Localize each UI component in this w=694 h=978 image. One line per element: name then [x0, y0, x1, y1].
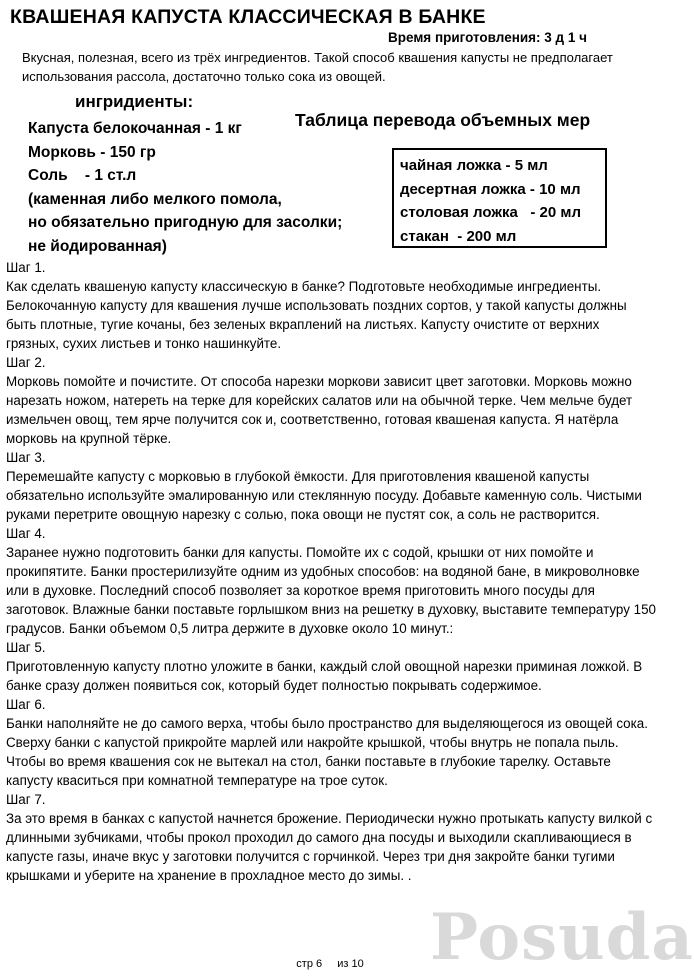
conversion-row: стакан - 200 мл	[400, 227, 517, 245]
ingredients-heading: ингридиенты:	[75, 92, 194, 111]
ingredients-list	[28, 117, 342, 258]
page-footer	[0, 958, 660, 970]
ingredient-line: Капуста белокочанная - 1 кг	[28, 120, 242, 137]
conversion-table	[392, 148, 607, 248]
step	[6, 790, 656, 885]
step-label: Шаг 6.	[6, 697, 46, 712]
page-total: из 10	[337, 958, 364, 970]
step	[6, 638, 656, 695]
intro-text: Вкусная, полезная, всего из трёх ингредиентов. Такой способ квашения капусты не предполагает использования рассола, достаточно только сока из овощей.	[22, 50, 613, 84]
step-label: Шаг 3.	[6, 450, 46, 465]
conversion-row: десертная ложка - 10 мл	[400, 180, 581, 198]
ingredient-line: Морковь - 150 гр	[28, 143, 156, 161]
ingredient-line: Соль - 1 ст.л	[28, 167, 137, 184]
step	[6, 524, 656, 638]
step	[6, 353, 656, 448]
conversion-row: чайная ложка - 5 мл	[400, 157, 548, 174]
watermark: Posuda	[430, 900, 694, 975]
ingredient-line: не йодированная)	[28, 237, 167, 255]
step	[6, 448, 656, 524]
step-text: Приготовленную капусту плотно уложите в банки, каждый слой овощной нарезки приминая ложкой. В банке сразу должен появиться сок, который будет полностью покрывать содержимое.	[6, 659, 643, 693]
page-number: стр 6	[296, 958, 323, 970]
page-title: КВАШЕНАЯ КАПУСТА КЛАССИЧЕСКАЯ В БАНКЕ	[10, 6, 486, 28]
step-text: Морковь помойте и почистите. От способа нарезки моркови зависит цвет заготовки. Морковь можно нарезать ножом, натереть на терке для корейских салатов или на обычной терке. Чем мельче будет измельчен овощ, тем ярче получится сок и, соответственно, готовая квашеная капуста. Я натёрла морковь на крупной тёрке.	[6, 374, 633, 446]
cook-time: Время приготовления: 3 д 1 ч	[388, 30, 587, 45]
step-text: Заранее нужно подготовить банки для капусты. Помойте их с содой, крышки от них помойте и прокипятите. Банки простерилизуйте одним из удобных способов: на водяной бане, в микроволновке или в духовке. Последний способ позволяет за короткое время приготовить много посуды для заготовок. Влажные банки поставьте горлышком вниз на решетку в духовку, выставите температуру 150 градусов. Банки объемом 0,5 литра держите в духовке около 10 минут.:	[6, 545, 656, 636]
step-label: Шаг 5.	[6, 640, 46, 655]
step-text: Как сделать квашеную капусту классическую в банке? Подготовьте необходимые ингредиенты. Белокочанную капусту для квашения лучше использовать поздних сортов, у такой капусты должны быть плотные, тугие кочаны, без зеленых вкраплений на листьях. Капусту очистите от верхних грязных, сухих листьев и тонко нашинкуйте.	[6, 279, 627, 351]
steps-section	[6, 258, 656, 885]
step-label: Шаг 4.	[6, 526, 46, 541]
step	[6, 695, 656, 790]
step	[6, 258, 656, 353]
step-label: Шаг 2.	[6, 355, 46, 370]
step-text: Перемешайте капусту с морковью в глубокой ёмкости. Для приготовления квашеной капусты обязательно используйте эмалированную или стеклянную посуду. Добавьте каменную соль. Чистыми руками перетрите овощную нарезку с солью, пока овощи не пустят сок, а соль не растворится.	[6, 469, 642, 522]
ingredient-line: но обязательно пригодную для засолки;	[28, 214, 343, 231]
step-label: Шаг 7.	[6, 792, 46, 807]
conversion-row: столовая ложка - 20 мл	[400, 204, 581, 221]
step-text: За это время в банках с капустой начнется брожение. Периодически нужно протыкать капусту вилкой с длинными зубчиками, чтобы прокол проходил до самого дна посуды и выходили скапливающиеся в капусте газы, иначе вкус у заготовки получится с горчинкой. Через три дня закройте банки тугими крышками и уберите на хранение в прохладное место до зимы. .	[6, 811, 653, 883]
ingredient-line: (каменная либо мелкого помола,	[28, 190, 282, 208]
step-text: Банки наполняйте не до самого верха, чтобы было пространство для выделяющегося из овощей сока. Сверху банки с капустой прикройте марлей или накройте крышкой, чтобы внутрь не попала пыль. Чтобы во время квашения сок не вытекал на стол, банки поставьте в глубокие тарелку. Оставьте капусту кваситься при комнатной температуре на трое суток.	[6, 716, 648, 788]
conversion-table-title: Таблица перевода объемных мер	[295, 110, 591, 130]
step-label: Шаг 1.	[6, 260, 46, 275]
